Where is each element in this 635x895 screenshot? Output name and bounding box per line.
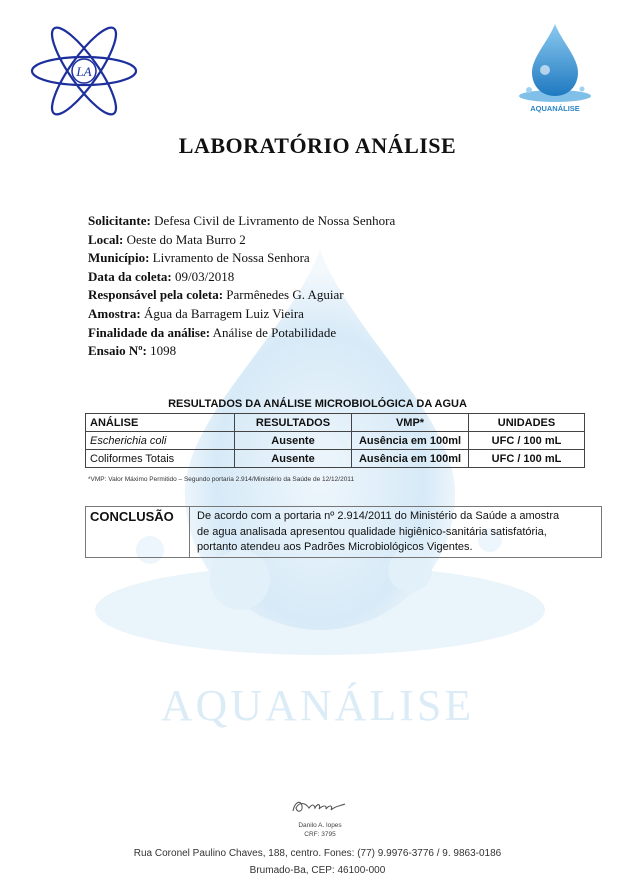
info-ensaio: Ensaio Nº: 1098 bbox=[88, 343, 177, 359]
info-responsavel: Responsável pela coleta: Parmênedes G. Aguiar bbox=[88, 287, 344, 303]
column-header: UNIDADES bbox=[469, 414, 585, 432]
table-cell: Ausente bbox=[235, 450, 352, 468]
table-cell: Ausente bbox=[235, 432, 352, 450]
signature-block bbox=[285, 796, 355, 839]
handwritten-signature-icon bbox=[285, 796, 355, 816]
table-header-row bbox=[86, 414, 585, 432]
column-header: VMP* bbox=[352, 414, 469, 432]
table-cell: Ausência em 100ml bbox=[352, 432, 469, 450]
logo-brand-text: AQUANÁLISE bbox=[530, 104, 580, 113]
info-data-coleta: Data da coleta: 09/03/2018 bbox=[88, 268, 235, 284]
table-cell: Escherichia coli bbox=[86, 432, 235, 450]
page-title: LABORATÓRIO ANÁLISE bbox=[178, 133, 457, 158]
aquanalise-logo bbox=[515, 20, 595, 115]
vmp-footnote: *VMP: Valor Máximo Permitido – Segundo portaria 2.914/Ministério da Saúde de 12/12/2011 bbox=[88, 476, 355, 483]
signer-name: Danilo A. lopes bbox=[298, 822, 342, 829]
watermark-brand-text: AQUANÁLISE bbox=[160, 681, 475, 730]
water-drop-logo-icon bbox=[515, 20, 595, 104]
info-amostra: Amostra: Água da Barragem Luiz Vieira bbox=[88, 305, 304, 321]
conclusion-text: De acordo com a portaria nº 2.914/2011 do Ministério da Saúde a amostra de agua analisada apresentou qualidade higiênico-sanitária satisfatória, portanto atendeu aos Padrões Microbiológicos Vigentes. bbox=[197, 510, 560, 553]
footer-address: Rua Coronel Paulino Chaves, 188, centro. Fones: (77) 9.9976-3776 / 9. 9863-0186 bbox=[133, 848, 502, 859]
column-header: ANÁLISE bbox=[86, 414, 235, 432]
footer-city: Brumado-Ba, CEP: 46100-000 bbox=[249, 865, 386, 876]
atom-logo-icon bbox=[28, 26, 140, 116]
info-finalidade: Finalidade da análise: Análise de Potabilidade bbox=[88, 324, 337, 340]
table-cell: UFC / 100 mL bbox=[469, 450, 585, 468]
column-header: RESULTADOS bbox=[235, 414, 352, 432]
info-local: Local: Oeste do Mata Burro 2 bbox=[88, 231, 246, 247]
sample-info bbox=[88, 212, 395, 361]
table-cell: Ausência em 100ml bbox=[352, 450, 469, 468]
table-cell: Coliformes Totais bbox=[86, 450, 235, 468]
logo-letters: LA bbox=[76, 64, 92, 79]
table-cell: UFC / 100 mL bbox=[469, 432, 585, 450]
results-table bbox=[85, 413, 585, 468]
table-row bbox=[86, 432, 585, 450]
signer-crf: CRF: 3795 bbox=[304, 831, 336, 838]
info-solicitante: Solicitante: Defesa Civil de Livramento de Nossa Senhora bbox=[88, 213, 396, 228]
table-row bbox=[86, 450, 585, 468]
address-footer bbox=[0, 845, 635, 879]
conclusion-box bbox=[85, 506, 602, 558]
results-title: RESULTADOS DA ANÁLISE MICROBIOLÓGICA DA AGUA bbox=[168, 398, 467, 410]
conclusion-label: CONCLUSÃO bbox=[86, 507, 190, 557]
info-municipio: Município: Livramento de Nossa Senhora bbox=[88, 250, 310, 266]
